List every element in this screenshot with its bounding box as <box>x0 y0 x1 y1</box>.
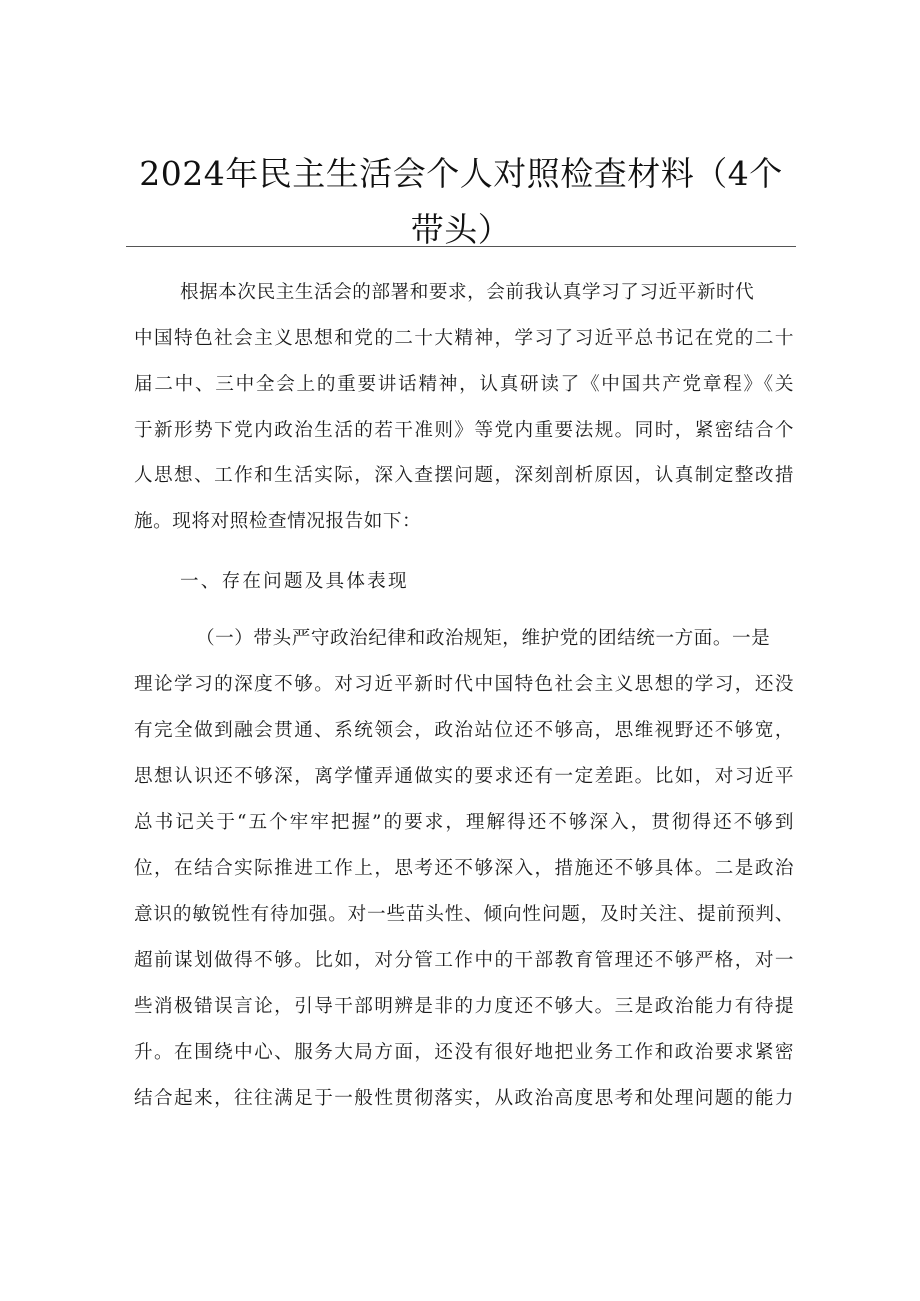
intro-line-4: 于新形势下党内政治生活的若干准则》等党内重要法规。同时，紧密结合个 <box>134 420 794 441</box>
intro-line-2: 中国特色社会主义思想和党的二十大精神，学习了习近平总书记在党的二十 <box>134 328 794 349</box>
intro-line-6: 施。现将对照检查情况报告如下： <box>134 511 422 532</box>
section-line-7: 意识的敏锐性有待加强。对一些苗头性、倾向性问题，及时关注、提前预判、 <box>134 904 794 925</box>
section-line-10: 升。在围绕中心、服务大局方面，还没有很好地把业务工作和政治要求紧密 <box>134 1042 794 1063</box>
document-title-line-1: 2024年民主生活会个人对照检查材料（4个 <box>139 154 783 193</box>
intro-line-1: 根据本次民主生活会的部署和要求，会前我认真学习了习近平新时代 <box>180 282 755 303</box>
section-line-8: 超前谋划做得不够。比如，对分管工作中的干部教育管理还不够严格，对一 <box>134 950 794 971</box>
section-line-9: 些消极错误言论，引导干部明辨是非的力度还不够大。三是政治能力有待提 <box>134 996 794 1017</box>
document-title-line-2: 带头） <box>410 210 512 249</box>
section-line-1: （一）带头严守政治纪律和政治规矩，维护党的团结统一方面。一是 <box>196 628 771 649</box>
intro-line-3: 届二中、三中全会上的重要讲话精神，认真研读了《中国共产党章程》《关 <box>134 374 794 395</box>
section-line-3: 有完全做到融会贯通、系统领会，政治站位还不够高，思维视野还不够宽， <box>134 720 794 741</box>
intro-line-5: 人思想、工作和生活实际，深入查摆问题，深刻剖析原因，认真制定整改措 <box>134 465 794 486</box>
title-divider <box>126 246 796 247</box>
section-line-11: 结合起来，往往满足于一般性贯彻落实，从政治高度思考和处理问题的能力 <box>134 1088 794 1109</box>
section-heading: 一、存在问题及具体表现 <box>180 571 409 592</box>
section-line-2: 理论学习的深度不够。对习近平新时代中国特色社会主义思想的学习，还没 <box>134 674 794 695</box>
section-line-6: 位，在结合实际推进工作上，思考还不够深入，措施还不够具体。二是政治 <box>134 858 794 879</box>
section-line-5: 总书记关于“五个牢牢把握”的要求，理解得还不够深入，贯彻得还不够到 <box>134 812 794 833</box>
section-line-4: 思想认识还不够深，离学懂弄通做实的要求还有一定差距。比如，对习近平 <box>134 766 794 787</box>
